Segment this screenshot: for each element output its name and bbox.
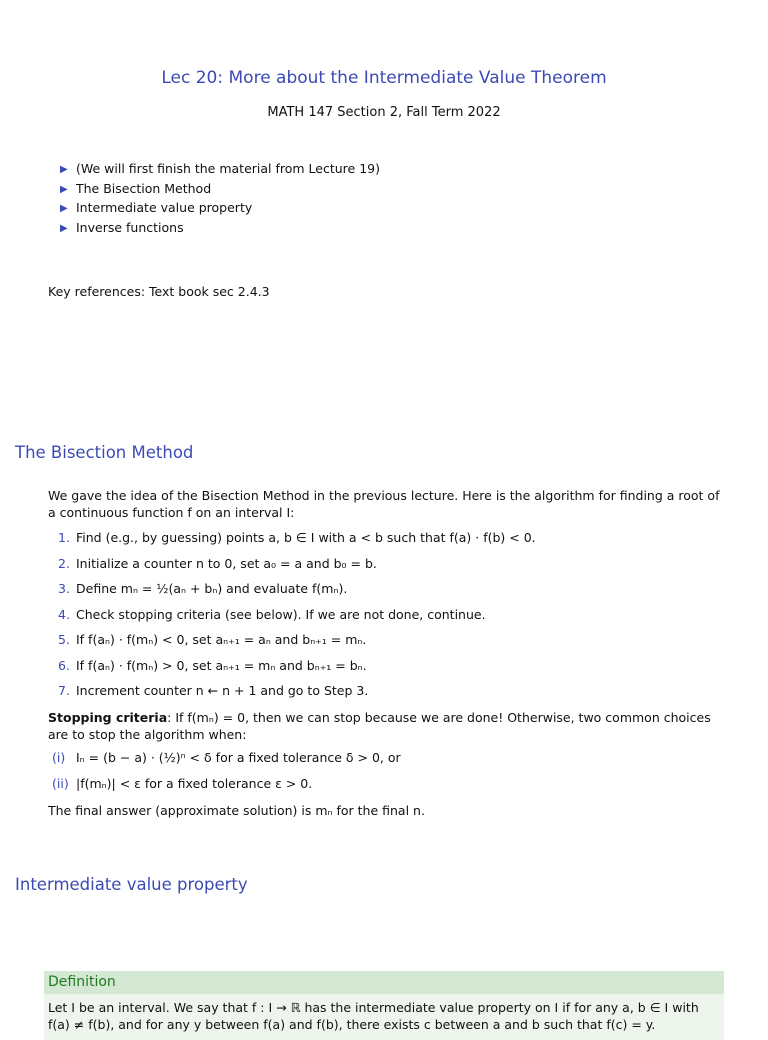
algorithm-step: 1. Find (e.g., by guessing) points a, b ∈ I with a < b such that f(a) · f(b) < 0. [58, 530, 536, 545]
criteria-list [52, 750, 401, 802]
stopping-criteria-label: Stopping criteria [48, 710, 168, 725]
course-subtitle: MATH 147 Section 2, Fall Term 2022 [267, 105, 501, 120]
section-heading-bisection: The Bisection Method [15, 443, 194, 462]
algorithm-step: 2. Initialize a counter n to 0, set a₀ = a and b₀ = b. [58, 555, 377, 571]
triangle-bullet-icon: ▶ [60, 183, 68, 195]
definition-title: Definition [44, 971, 724, 994]
criteria-item: (i) Iₙ = (b − a) · (½)ⁿ < δ for a fixed tolerance δ > 0, or [52, 750, 401, 765]
algorithm-step: 7. Increment counter n ← n + 1 and go to Step 3. [58, 683, 369, 698]
stopping-criteria-text: : If f(mₙ) = 0, then we can stop because we are done! Otherwise, two common choices are to stop the algorithm when: [48, 710, 711, 742]
algorithm-step: 3. Define mₙ = ½(aₙ + bₙ) and evaluate f(mₙ). [58, 581, 348, 596]
algorithm-step: 6. If f(aₙ) · f(mₙ) > 0, set aₙ₊₁ = mₙ and bₙ₊₁ = bₙ. [58, 657, 367, 673]
definition-text: Let I be an interval. We say that f : I → ℝ has the intermediate value property on I if for any a, b ∈ I with f(a) ≠ f(b), and for any y between f(a) and f(b), there exists c between a and b such that f(c) = y. [44, 994, 724, 1040]
triangle-bullet-icon: ▶ [60, 222, 68, 234]
final-answer-text: The final answer (approximate solution) is mₙ for the final n. [48, 803, 425, 818]
criteria-item: (ii) |f(mₙ)| < ε for a fixed tolerance ε > 0. [52, 776, 313, 791]
section-heading-ivp: Intermediate value property [15, 875, 248, 894]
outline-item: ▶ Intermediate value property [60, 200, 253, 216]
triangle-bullet-icon: ▶ [60, 164, 68, 175]
definition-box [44, 971, 724, 1040]
outline-item: ▶ Inverse functions [60, 219, 184, 235]
lecture-title: Lec 20: More about the Intermediate Value Theorem [161, 68, 607, 88]
key-references: Key references: Text book sec 2.4.3 [48, 284, 270, 299]
triangle-bullet-icon: ▶ [60, 203, 68, 214]
bisection-intro: We gave the idea of the Bisection Method in the previous lecture. Here is the algorithm for finding a root of a continuous function f on an interval I: [48, 488, 720, 520]
algorithm-step: 4. Check stopping criteria (see below). If we are not done, continue. [58, 606, 486, 622]
outline-list [60, 160, 380, 238]
outline-item: ▶ The Bisection Method [60, 180, 212, 196]
stopping-criteria-paragraph [48, 710, 728, 744]
outline-item: ▶ (We will first finish the material from Lecture 19) [60, 161, 380, 177]
algorithm-steps [58, 530, 536, 709]
algorithm-step: 5. If f(aₙ) · f(mₙ) < 0, set aₙ₊₁ = aₙ and bₙ₊₁ = mₙ. [58, 632, 367, 647]
